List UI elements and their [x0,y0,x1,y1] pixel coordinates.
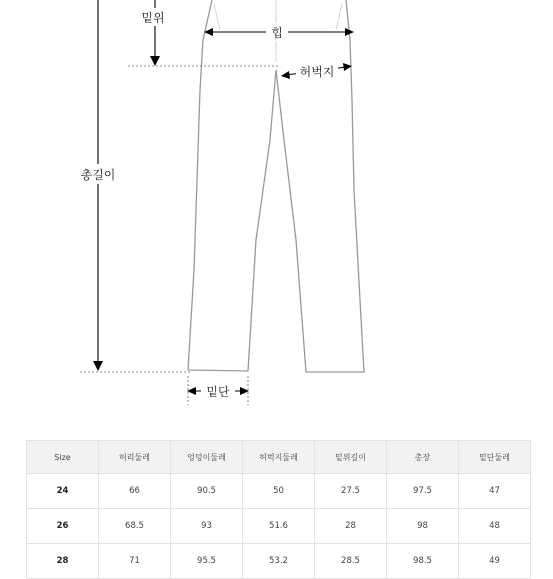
size-cell: 28 [27,544,99,579]
thigh-label: 허벅지 [299,65,335,79]
table-header-row [27,441,531,474]
size-table [26,440,531,579]
header-cell: 허리둘레 [99,441,171,474]
table-row [27,509,531,544]
table-row [27,544,531,579]
table-cell: 98 [387,509,459,544]
table-cell: 47 [459,474,531,509]
table-cell: 53.2 [243,544,315,579]
size-cell: 26 [27,509,99,544]
table-cell: 28.5 [315,544,387,579]
table-cell: 49 [459,544,531,579]
rise-label: 밑위 [141,11,165,25]
header-cell: Size [27,441,99,474]
header-cell: 허벅지둘레 [243,441,315,474]
header-cell: 엉덩이둘레 [171,441,243,474]
total-length-label: 총길이 [80,168,116,182]
header-cell: 총장 [387,441,459,474]
table-cell: 90.5 [171,474,243,509]
table-cell: 27.5 [315,474,387,509]
table-row [27,474,531,509]
pocket-line-right [336,4,342,30]
table-cell: 93 [171,509,243,544]
table-cell: 97.5 [387,474,459,509]
pocket-line-left [214,4,220,30]
hip-label: 힙 [271,26,283,40]
header-cell: 밑단둘레 [459,441,531,474]
thigh-arrow-head-left [281,71,290,79]
total-length-arrow-head [93,361,103,371]
size-cell: 24 [27,474,99,509]
table-cell: 66 [99,474,171,509]
table-cell: 95.5 [171,544,243,579]
hem-label: 밑단 [206,385,230,399]
rise-arrow-head [150,56,160,66]
table-cell: 71 [99,544,171,579]
table-cell: 48 [459,509,531,544]
table-cell: 28 [315,509,387,544]
table-cell: 50 [243,474,315,509]
header-cell: 밑위길이 [315,441,387,474]
table-cell: 98.5 [387,544,459,579]
table-cell: 51.6 [243,509,315,544]
table-cell: 68.5 [99,509,171,544]
